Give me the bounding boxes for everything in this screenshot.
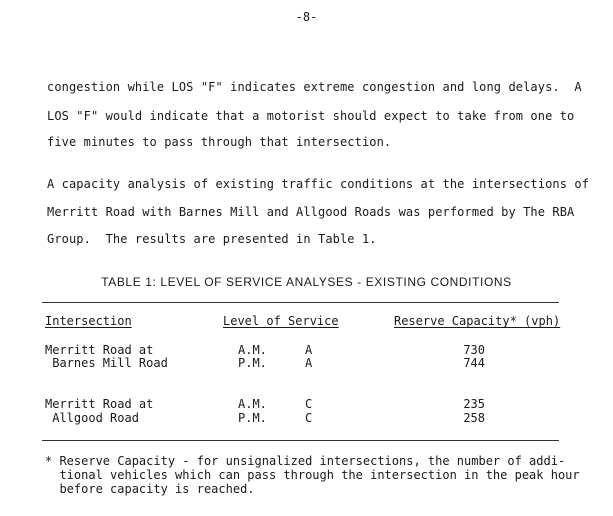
table-bottom-rule	[42, 440, 559, 441]
paragraph-1-line-3: five minutes to pass through that intersection.	[47, 135, 392, 149]
row-1-capacity-am: 730	[463, 343, 485, 357]
row-2-intersection-line-1: Merritt Road at	[45, 397, 154, 411]
paragraph-1-line-2: LOS "F" would indicate that a motorist should expect to take from one to	[47, 109, 575, 123]
paragraph-2-line-3: Group. The results are presented in Table 1.	[47, 232, 377, 246]
row-1-capacity-pm: 744	[463, 356, 485, 370]
row-2-period-pm: P.M.	[238, 411, 267, 425]
footnote-line-2: tional vehicles which can pass through the intersection in the peak hour	[45, 468, 580, 482]
footnote-line-1: * Reserve Capacity - for unsignalized intersections, the number of addi-	[45, 454, 566, 468]
row-2-period-am: A.M.	[238, 397, 267, 411]
row-1-intersection-line-1: Merritt Road at	[45, 343, 154, 357]
header-intersection: Intersection	[45, 314, 132, 328]
row-2-capacity-am: 235	[463, 397, 485, 411]
row-2-intersection-line-2: Allgood Road	[45, 411, 139, 425]
row-1-los-pm: A	[305, 356, 313, 370]
header-level-of-service: Level of Service	[223, 314, 339, 328]
row-1-los-am: A	[305, 343, 313, 357]
header-reserve-capacity: Reserve Capacity* (vph)	[394, 314, 561, 328]
table-top-rule	[42, 302, 559, 303]
row-2-los-pm: C	[305, 411, 313, 425]
table-title: TABLE 1: LEVEL OF SERVICE ANALYSES - EXISTING CONDITIONS	[101, 275, 512, 289]
footnote-line-3: before capacity is reached.	[45, 482, 255, 496]
row-1-period-pm: P.M.	[238, 356, 267, 370]
row-1-period-am: A.M.	[238, 343, 267, 357]
paragraph-2-line-2: Merritt Road with Barnes Mill and Allgood Roads was performed by The RBA	[47, 205, 575, 219]
row-2-los-am: C	[305, 397, 313, 411]
page-number: -8-	[295, 10, 318, 24]
paragraph-1-line-1: congestion while LOS "F" indicates extreme congestion and long delays. A	[47, 80, 582, 94]
paragraph-2-line-1: A capacity analysis of existing traffic conditions at the intersections of	[47, 177, 590, 191]
row-2-capacity-pm: 258	[463, 411, 485, 425]
row-1-intersection-line-2: Barnes Mill Road	[45, 356, 168, 370]
